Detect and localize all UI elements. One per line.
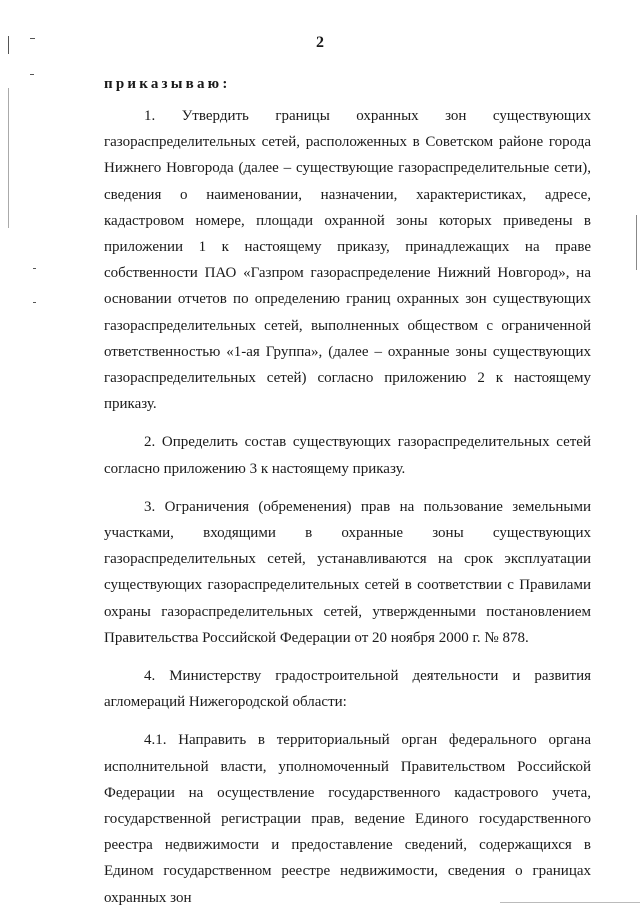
document-body (104, 103, 591, 911)
left-margin-line (8, 88, 9, 228)
left-margin-dash (33, 302, 36, 303)
paragraph-3: 3. Ограничения (обременения) прав на пользование земельными участками, входящими в охранные зоны существующих газораспределительных сетей, устанавливаются на срок эксплуатации существующих газораспределительных сетей в соответствии с Правилами охраны газораспределительных сетей, утвержденными постановлением Правительства Российской Федерации от 20 ноября 2000 г. № 878. (104, 498, 591, 646)
paragraph-4-1: 4.1. Направить в территориальный орган федерального органа исполнительной власти, уполномоченный Правительством Российской Федерации на осуществление государственного кадастрового учета, государственной регистрации прав, ведение Единого государственного реестра недвижимости и предоставление сведений, содержащихся в Едином государственном реестре недвижимости, сведения о границах охранных зон (104, 732, 591, 906)
left-margin-dash (33, 268, 36, 269)
left-margin-dash (30, 38, 35, 39)
bottom-edge-line (500, 902, 640, 903)
left-margin-dash (30, 74, 34, 75)
right-edge-line (636, 215, 637, 270)
paragraph-1: 1. Утвердить границы охранных зон существующих газораспределительных сетей, расположенных в Советском районе города Нижнего Новгорода (далее – существующие газораспределительные сети), сведения о наименовании, назначении, характеристиках, адресе, кадастровом номере, площади охранной зоны которых приведены в приложении 1 к настоящему приказу, принадлежащих на праве собственности ПАО «Газпром газораспределение Нижний Новгород», на основании отчетов по определению границ охранных зон существующих газораспределительных сетей, выполненных обществом с ограниченной ответственностью «1-ая Группа», (далее – охранные зоны существующих газораспределительных сетей) согласно приложению 2 к настоящему приказу. (104, 108, 591, 413)
paragraph-4: 4. Министерству градостроительной деятельности и развития агломераций Нижегородской области: (104, 668, 591, 711)
paragraph-2: 2. Определить состав существующих газораспределительных сетей согласно приложению 3 к настоящему приказу. (104, 434, 591, 477)
order-heading: приказываю: (104, 76, 231, 92)
left-margin-line (8, 36, 9, 54)
page-number: 2 (316, 34, 324, 51)
